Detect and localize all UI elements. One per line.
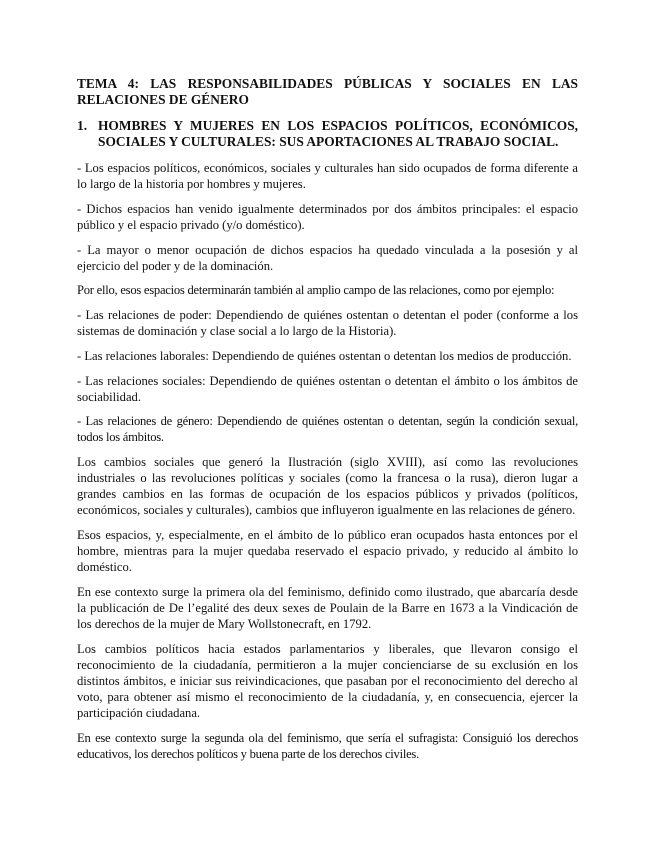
paragraph: Esos espacios, y, especialmente, en el ámbito de lo público eran ocupados hasta entonces por el hombre, mientras para la mujer quedaba reservado el espacio privado, y reducido al ámbito lo doméstico.: [77, 528, 578, 575]
paragraph: - Dichos espacios han venido igualmente determinados por dos ámbitos principales: el espacio público y el espacio privado (y/o doméstico).: [77, 201, 578, 232]
section-number: 1.: [77, 118, 88, 133]
paragraph: - Las relaciones de poder: Dependiendo de quiénes ostentan o detentan el poder (conforme a los sistemas de dominación y clase social a lo largo de la Historia).: [77, 308, 578, 339]
paragraph: - Los espacios políticos, económicos, sociales y culturales han sido ocupados de forma diferente a lo largo de la historia por hombres y mujeres.: [77, 161, 578, 192]
paragraph: Los cambios políticos hacia estados parlamentarios y liberales, que llevaron consigo el reconocimiento de la ciudadanía, permitieron a la mujer concienciarse de su exclusión en los distintos ámbitos, e iniciar sus reivindicaciones, que pasaban por el reconocimiento del derecho al voto, para obtener así mismo el reconocimiento de la ciudadanía, y, en consecuencia, ejercer la participación ciudadana.: [77, 641, 578, 721]
paragraph: Por ello, esos espacios determinarán también al amplio campo de las relaciones, como por ejemplo:: [77, 283, 555, 298]
paragraph: - Las relaciones laborales: Dependiendo de quiénes ostentan o detentan los medios de producción.: [77, 348, 572, 363]
paragraph: - Las relaciones sociales: Dependiendo de quiénes ostentan o detentan el ámbito o los ámbitos de sociabilidad.: [77, 373, 578, 404]
paragraph: En ese contexto surge la primera ola del feminismo, definido como ilustrado, que abarcaría desde la publicación de De l’egalité des deux sexes de Poulain de la Barre en 1673 a la Vindicación de los derechos de la mujer de Mary Wollstonecraft, en 1792.: [77, 584, 578, 632]
paragraph: En ese contexto surge la segunda ola del feminismo, que sería el sufragista: Consiguió los derechos educativos, los derechos políticos y buena parte de los derechos civiles.: [77, 730, 578, 761]
paragraph: - Las relaciones de género: Dependiendo de quiénes ostentan o detentan, según la condición sexual, todos los ámbitos.: [77, 414, 578, 445]
document-title: TEMA 4: LAS RESPONSABILIDADES PÚBLICAS Y SOCIALES EN LAS RELACIONES DE GÉNERO: [77, 76, 578, 107]
paragraph: Los cambios sociales que generó la Ilustración (siglo XVIII), así como las revoluciones industriales o las revoluciones políticas y sociales (como la francesa o la rusa), dieron lugar a grandes cambios en las formas de ocupación de los espacios públicos y privados (políticos, económicos, sociales y culturales), cambios que influyeron igualmente en las relaciones de género.: [77, 455, 578, 518]
section-heading: [77, 118, 578, 150]
paragraph: - La mayor o menor ocupación de dichos espacios ha quedado vinculada a la posesión y al ejercicio del poder y de la dominación.: [77, 242, 578, 273]
section-heading-text: HOMBRES Y MUJERES EN LOS ESPACIOS POLÍTICOS, ECONÓMICOS, SOCIALES Y CULTURALES: SUS APORTACIONES AL TRABAJO SOCIAL.: [98, 118, 578, 149]
document-page: [77, 76, 578, 771]
